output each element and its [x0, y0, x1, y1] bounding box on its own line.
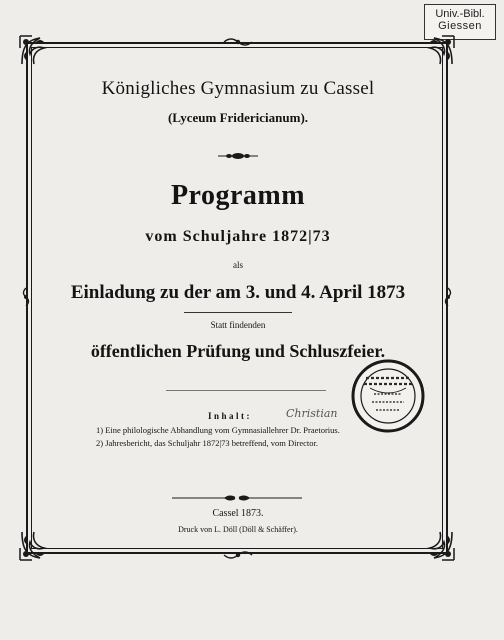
- school-year: vom Schuljahre 1872|73: [145, 228, 331, 245]
- thin-divider: [184, 312, 292, 313]
- invitation-line: Einladung zu der am 3. und 4. April 1873: [70, 282, 406, 303]
- contents-item: 2) Jahresbericht, das Schuljahr 1872|73 betreffend, vom Director.: [96, 438, 319, 448]
- frame-ornament-icon: [222, 549, 254, 561]
- contents-item: 1) Eine philologische Abhandlung vom Gymnasiallehrer Dr. Praetorius.: [96, 425, 340, 435]
- examination-line: öffentlichen Prüfung und Schluszfeier.: [90, 341, 386, 361]
- lyceum-subtitle: (Lyceum Fridericianum).: [167, 110, 309, 125]
- thin-divider: [166, 390, 326, 391]
- corner-ornament-icon: [18, 34, 52, 68]
- divider-ornament-icon: [218, 152, 258, 160]
- frame-ornament-icon: [20, 287, 32, 307]
- handwritten-signature: Christian: [286, 407, 338, 420]
- round-stamp-icon: [350, 358, 426, 434]
- imprint-place: Cassel 1873.: [212, 508, 264, 519]
- frame-ornament-icon: [442, 287, 454, 307]
- contents-heading: Inhalt:: [208, 411, 253, 421]
- imprint-printer: Druck von L. Döll (Döll & Schäffer).: [178, 525, 298, 534]
- school-name: Königliches Gymnasium zu Cassel: [101, 78, 375, 99]
- divider-ornament-icon: [172, 493, 302, 503]
- programm-heading: Programm: [170, 180, 306, 211]
- library-stamp-line1: Univ.-Bibl.: [435, 8, 485, 20]
- als-word: als: [233, 260, 243, 270]
- statt-findenden: Statt findenden: [210, 320, 266, 330]
- corner-ornament-icon: [422, 34, 456, 68]
- library-stamp-line2: Giessen: [438, 20, 482, 32]
- frame-ornament-icon: [222, 36, 254, 48]
